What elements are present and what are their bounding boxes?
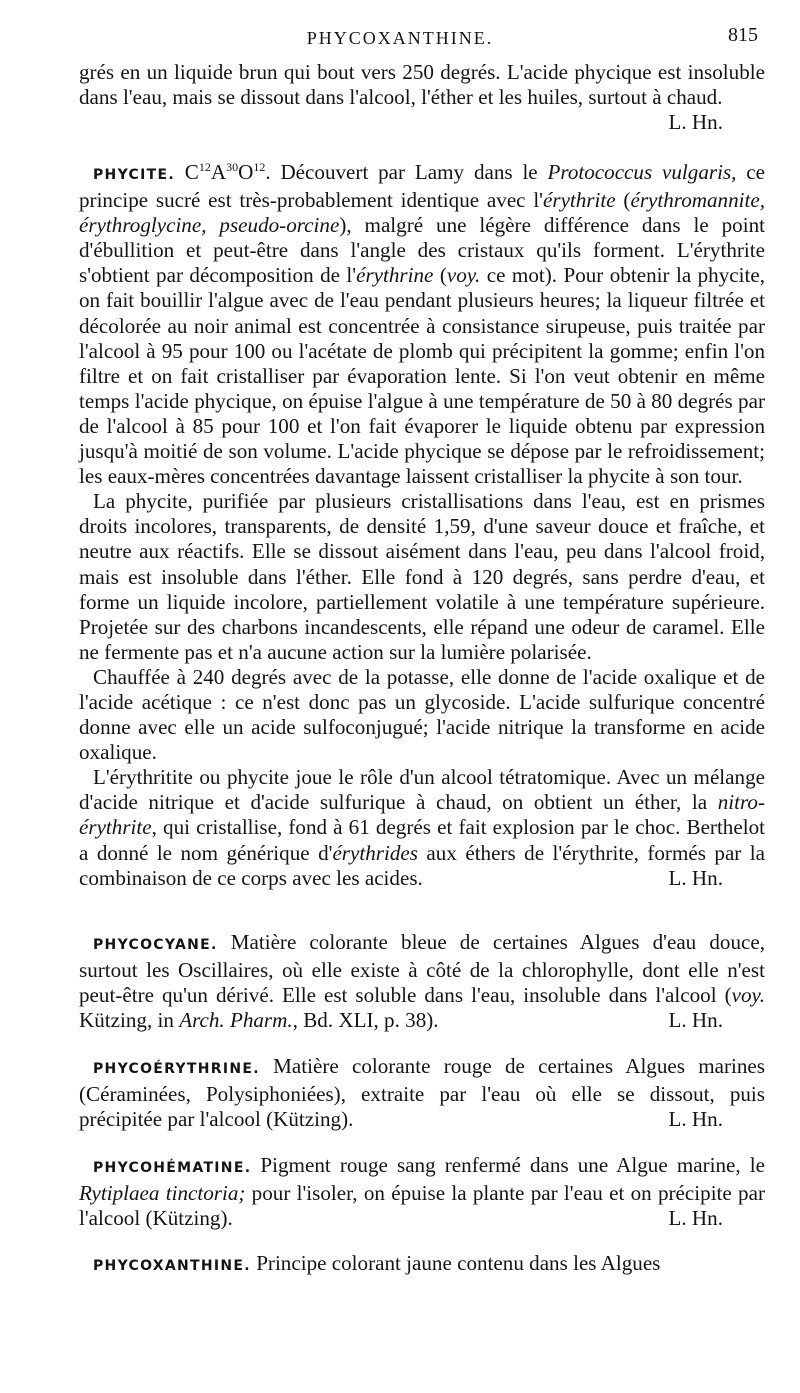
paragraph: La phycite, purifiée par plusieurs cristallisations dans l'eau, est en prismes droits incolores, transparents, de densité 1,59, d'une saveur douce et fraîche, et neutre aux réactifs. Elle se dissout aisément dans l'eau, peu dans l'alcool froid, mais est insoluble dans l'éther. Elle fond à 120 degrés, sans perdre d'eau, et forme un liquide incolore, partiellement volatile à une température supérieure. Projetée sur des charbons incandescents, elle répand une odeur de caramel. Elle ne fermente pas et n'a aucune action sur la lumière polarisée.	[79, 489, 765, 664]
lemma-phycoxanthine: PHYCOXANTHINE.	[93, 1258, 251, 1274]
entry-phycohematine	[79, 1153, 765, 1231]
paragraph: PHYCOÉRYTHRINE. Matière colorante rouge de certaines Algues marines (Céraminées, Polysiphoniées), extraite par l'eau où elle se dissout, puis précipitée par l'alcool (Kützing). L. Hn.	[79, 1054, 765, 1132]
paragraph: PHYCOCYANE. Matière colorante bleue de certaines Algues d'eau douce, surtout les Oscillaires, où elle existe à côté de la chlorophylle, dont elle n'est peut-être qu'un dérivé. Elle est soluble dans l'eau, insoluble dans l'alcool (voy. Kützing, in Arch. Pharm., Bd. XLI, p. 38). L. Hn.	[79, 930, 765, 1033]
entry-phycite	[79, 160, 765, 891]
signature: L. Hn.	[668, 865, 723, 890]
signature: L. Hn.	[668, 1206, 723, 1231]
lemma-phycohematine: PHYCOHÉMATINE.	[93, 1160, 252, 1176]
lemma-phycite: PHYCITE.	[93, 167, 175, 183]
signature: L. Hn.	[668, 1107, 723, 1132]
paragraph: PHYCOXANTHINE. Principe colorant jaune contenu dans les Algues	[93, 1251, 661, 1275]
signature: L. Hn.	[668, 110, 723, 135]
signature: L. Hn.	[668, 1008, 723, 1033]
paragraph: PHYCOHÉMATINE. Pigment rouge sang renfermé dans une Algue marine, le Rytiplaea tinctoria; pour l'isoler, on épuise la plante par l'eau et on précipite par l'alcool (Kützing). L. Hn.	[79, 1153, 765, 1231]
lemma-phycocyane: PHYCOCYANE.	[93, 937, 218, 953]
running-title: PHYCOXANTHINE.	[306, 28, 494, 48]
paragraph: PHYCITE. $C^{12}A^{30}O^{12}$. Découvert par Lamy dans le Protococcus vulgaris, ce principe sucré est très-probablement identique avec l'érythrite (érythromannite, érythroglycine, pseudo-orcine), malgré une légère différence dans le point d'ébullition et peut-être dans l'angle des cristaux qu'ils forment. L'érythrite s'obtient par décomposition de l'érythrine (voy. ce mot). Pour obtenir la phycite, on fait bouillir l'algue avec de l'eau pendant plusieurs heures; la liqueur filtrée et décolorée au noir animal est concentrée à consistance sirupeuse, puis traitée par l'alcool à 95 pour 100 ou l'acétate de plomb qui précipitent la gomme; enfin l'on filtre et on fait cristalliser par évaporation lente. Si l'on veut obtenir en même temps l'acide phycique, on épuise l'algue à une température de 50 à 80 degrés par de l'alcool à 85 pour 100 et l'on fait évaporer le liquide obtenu par expression jusqu'à moitié de son volume. L'acide phycique se dépose par le refroidissement; les eaux-mères concentrées davantage laissent cristalliser la phycite à son tour.	[79, 159, 765, 489]
entry-phycoerythrine	[79, 1054, 765, 1132]
continuation-text: grés en un liquide brun qui bout vers 250 degrés. L'acide phycique est insoluble dans l'eau, mais se dissout dans l'alcool, l'éther et les huiles, surtout à chaud. L. Hn.	[79, 60, 765, 135]
paragraph: L'érythritite ou phycite joue le rôle d'un alcool tétratomique. Avec un mélange d'acide nitrique et d'acide sulfurique à chaud, on obtient un éther, la nitro-érythrite, qui cristallise, fond à 61 degrés et fait explosion par le choc. Berthelot a donné le nom générique d'érythrides aux éthers de l'érythrite, formés par la combinaison de ce corps avec les acides. L. Hn.	[79, 765, 766, 890]
entry-phycocyane	[79, 930, 765, 1033]
chemical-formula: $C^{12}A^{30}O^{12}$.	[184, 159, 271, 184]
entry-continuation	[79, 60, 765, 135]
page-number: 815	[728, 24, 758, 46]
paragraph: Chauffée à 240 degrés avec de la potasse, elle donne de l'acide oxalique et de l'acide acétique : ce n'est donc pas un glycoside. L'acide sulfurique concentré donne avec elle un acide sulfoconjugué; l'acide nitrique la transforme en acide oxalique.	[79, 664, 765, 765]
entry-phycoxanthine	[79, 1251, 765, 1279]
lemma-phycoerythrine: PHYCOÉRYTHRINE.	[93, 1061, 260, 1077]
